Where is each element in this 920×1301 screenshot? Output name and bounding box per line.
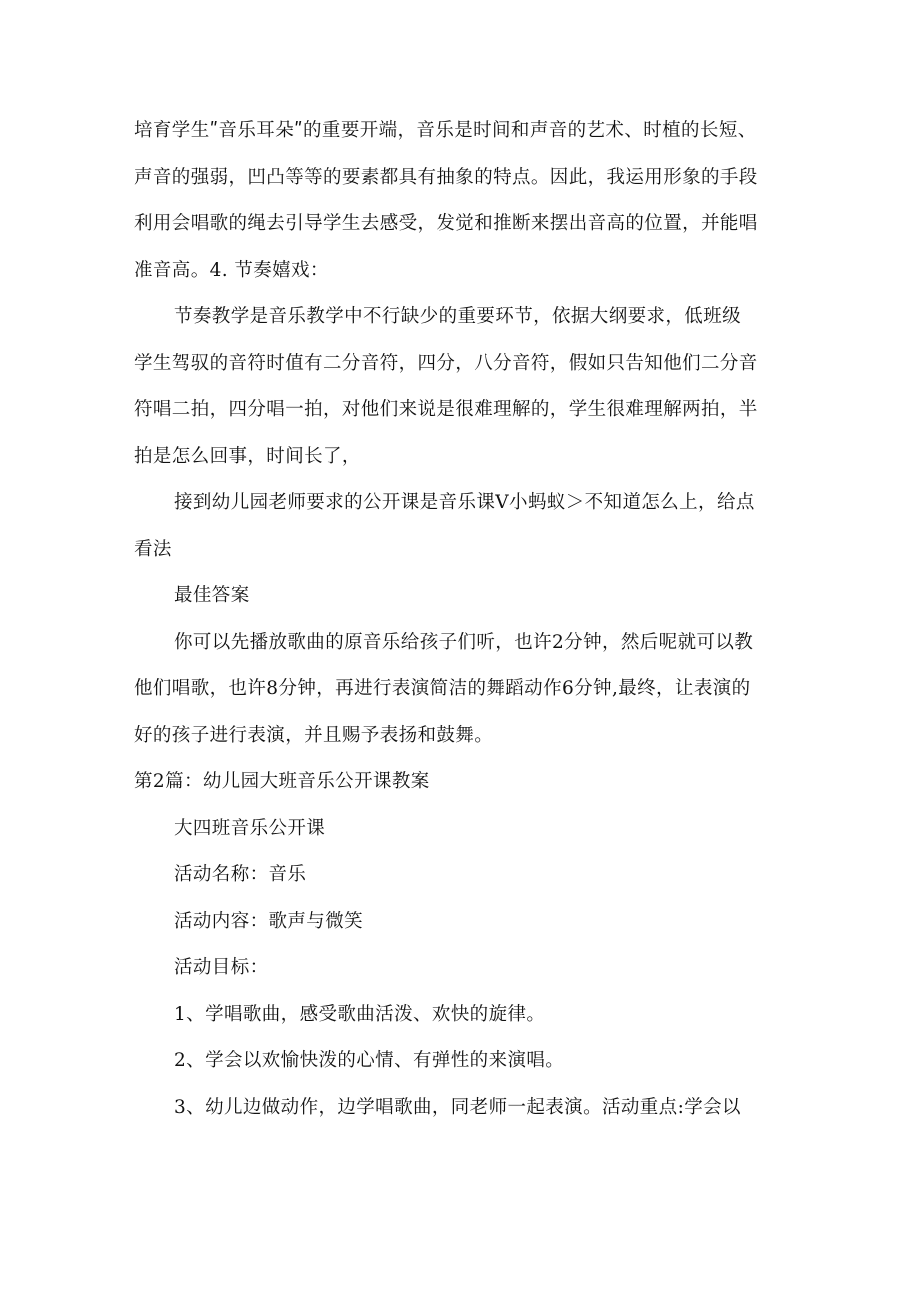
paragraph-line: 接到幼儿园老师要求的公开课是音乐课V小蚂蚁＞不知道怎么上，给点 — [174, 492, 755, 513]
paragraph-line: 活动名称：音乐 — [174, 864, 307, 885]
paragraph-line: 准音高。4. 节奏嬉戏： — [134, 259, 329, 281]
paragraph-line: 声音的强弱，凹凸等等的要素都具有抽象的特点。因此，我运用形象的手段 — [134, 166, 758, 188]
paragraph-line: 活动目标： — [174, 957, 269, 978]
list-item: 2、学会以欢愉快泼的心情、有弹性的来演唱。 — [174, 1050, 565, 1071]
paragraph-line: 看法 — [134, 538, 172, 560]
paragraph-line: 好的孩子进行表演，并且赐予表扬和鼓舞。 — [134, 724, 494, 746]
paragraph-line: 利用会唱歌的绳去引导学生去感受，发觉和推断来摆出音高的位置，并能唱 — [134, 213, 758, 234]
paragraph-line: 拍是怎么回事，时间长了， — [134, 445, 361, 467]
paragraph-line: 你可以先播放歌曲的原音乐给孩子们听，也许2分钟，然后呢就可以教 — [174, 631, 754, 653]
paragraph-line: 大四班音乐公开课 — [174, 817, 326, 839]
paragraph-line: 他们唱歌，也许8分钟，再进行表演简洁的舞蹈动作6分钟,最终，让表演的 — [134, 678, 751, 699]
answer-label: 最佳答案 — [174, 585, 250, 606]
paragraph-line: 培育学生ʺ音乐耳朵ʺ的重要开端，音乐是时间和声音的艺术、时植的长短、 — [134, 120, 757, 141]
paragraph-line: 节奏教学是音乐教学中不行缺少的重要环节，依据大纲要求，低班级 — [174, 306, 742, 327]
section-heading: 第2篇：幼儿园大班音乐公开课教案 — [134, 771, 430, 792]
list-item: 1、学唱歌曲，感受歌曲活泼、欢快的旋律。 — [174, 1003, 546, 1025]
paragraph-line: 符唱二拍，四分唱一拍，对他们来说是很难理解的，学生很难理解两拍，半 — [134, 399, 758, 420]
document-body — [134, 108, 794, 1131]
paragraph-line: 活动内容：歌声与微笑 — [174, 910, 364, 932]
list-item: 3、幼儿边做动作，边学唱歌曲，同老师一起表演。活动重点:学会以 — [174, 1096, 741, 1118]
paragraph-line: 学生驾驭的音符时值有二分音符，四分，八分音符，假如只告知他们二分音 — [134, 352, 758, 374]
